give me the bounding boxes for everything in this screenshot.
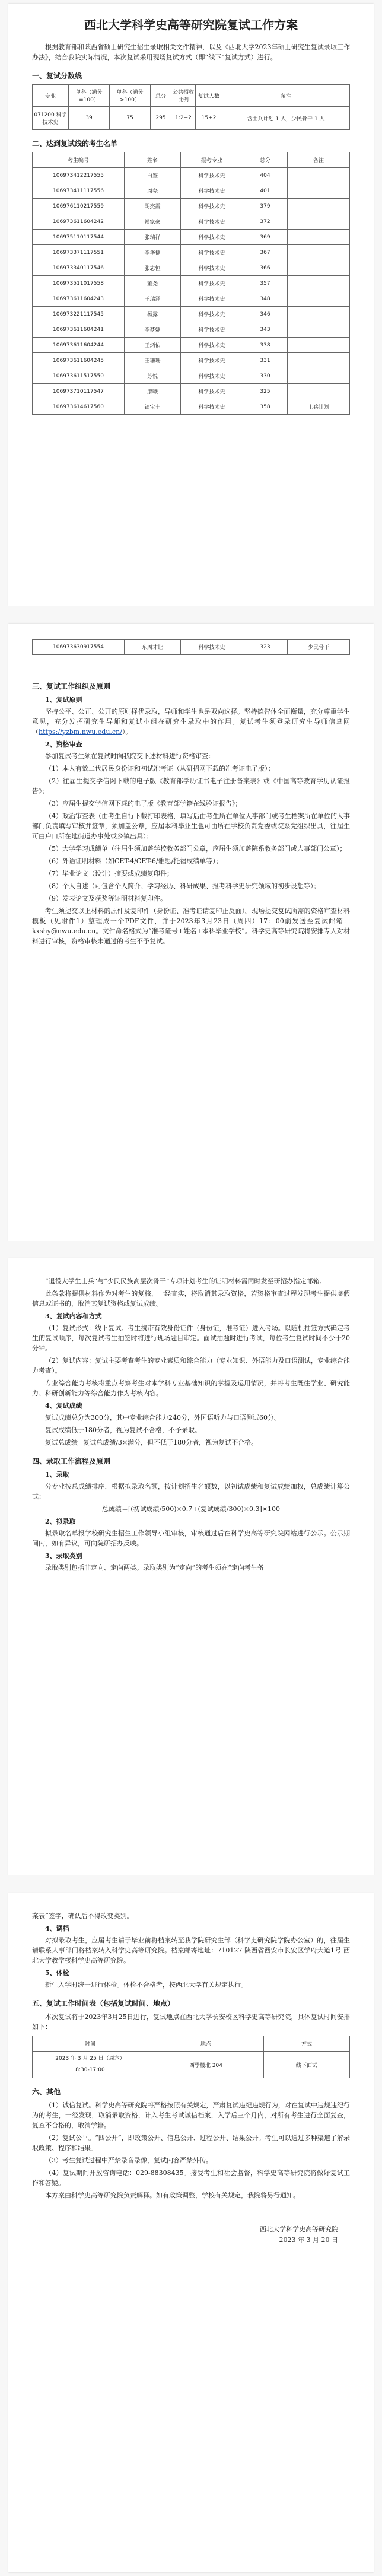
table-cell: 科学技术史 [181,368,243,384]
table-cell: 106975110117544 [33,230,125,245]
table-cell: 39 [69,107,110,130]
table-row [33,214,350,230]
table-cell: 106973371117551 [33,245,125,260]
table-header: 专业 [33,85,69,107]
table-cell: 2023 年 3 月 25 日（周六） 8:30-17:00 [33,2052,148,2078]
table-cell: 106973511017558 [33,276,125,291]
table-cell: 106973710117547 [33,384,125,399]
table-cell: 75 [110,107,151,130]
table-cell [288,245,350,260]
cutoff-table [32,84,350,130]
table-row [33,291,350,307]
table-cell: 366 [243,260,288,276]
material-list [32,764,350,904]
candidate-table [32,152,350,415]
score-formula: 总成绩＝[(初试成绩/500)×0.7+(复试成绩/300)×0.3]×100 [101,1505,280,1513]
paragraph: 拟录取名单报学校研究生招生工作领导小组审核，审核通过后在科学史高等研究院网站进行公示。公示期间内，如有异议，可向院研招办反映。 [32,1529,350,1547]
table-cell [288,322,350,338]
table-cell: 071200 科学技术史 [33,107,69,130]
table-cell: 106973221117545 [33,307,125,322]
table-cell: 科学技术史 [181,322,243,338]
page-2 [8,624,374,1241]
paragraph: （1）复试形式：线下复试。考生携带有效身份证件（身份证，准考证）进入考场。以随机抽签方式确定考生的复试顺序，每次复试考生抽签时将进行现场题目审定。面试抽题时进行考试，每位考生复试时间不少于20分钟。 [32,1324,350,1352]
paragraph: 专业综合能力考核将重点考察考生对本学科专业基础知识的掌握及运用情况，并将考生既往学业、研究能力、科研创新能力等综合能力作为考核内容。 [32,1379,350,1397]
section-3-title: 三、复试工作组织及原则 [32,682,111,691]
table-cell: 348 [243,291,288,307]
table-header: 总分 [151,85,171,107]
table-cell: 323 [243,640,288,655]
section-6-title: 六、其他 [32,2088,61,2096]
table-header: 总分 [243,152,288,168]
table-row [33,183,350,199]
schedule-table [32,2036,350,2078]
paragraph: 坚持公平、公正、公开的原则择优录取，导师和学生也是双向选择。坚持德智体全面衡量，充分尊重学生意见，充分发挥研究生导师和复试小组在研究生录取中的作用。复试考生须登录研究生导师信息网（https://yzbm.nwu.edu.cn/）。 [32,708,350,736]
table-row [33,199,350,214]
table-cell: 王炳佑 [125,338,181,353]
table-header: 姓名 [125,152,181,168]
table-row [33,338,350,353]
paragraph: （4）复试期间开放咨询电话：029-88308435。接受考生和社会监督，科学史高等研究院将做好复试工作和答疑。 [32,2169,350,2187]
table-cell [288,199,350,214]
table-cell [288,168,350,183]
subheading: 3、录取类别 [45,1552,82,1560]
table-cell: 343 [243,322,288,338]
table-row [33,260,350,276]
table-cell [288,338,350,353]
table-cell: 张瑞祥 [125,230,181,245]
section-1-title: 一、复试分数线 [32,72,82,80]
table-cell: 331 [243,353,288,368]
paragraph: （2）复试内容：复试主要考查考生的专业素质和综合能力（专业知识、外语能力及口语测试，专业综合能力考查）。 [32,1357,350,1375]
table-header: 公共招收比例 [171,85,196,107]
table-header: 备注 [222,85,350,107]
table-cell: 科学技术史 [181,199,243,214]
table-cell: 106973611604242 [33,214,125,230]
table-cell: 367 [243,245,288,260]
table-row [33,245,350,260]
table-cell: 325 [243,384,288,399]
subheading: 3、复试内容和方式 [45,1312,102,1320]
table-cell: 369 [243,230,288,245]
table-cell: 西學楼北 204 [148,2052,264,2078]
table-cell: 杨露 [125,307,181,322]
table-cell [288,214,350,230]
table-cell: 106973611604243 [33,291,125,307]
table-cell [288,384,350,399]
table-cell [288,368,350,384]
table-cell: 科学技术史 [181,214,243,230]
table-cell: 科学技术史 [181,640,243,655]
table-cell: 科学技术史 [181,399,243,415]
table-row [33,399,350,415]
table-cell: 康曦 [125,384,181,399]
list-item: （2）往届生提交学信网下载的电子版《教育部学历证书电子注册备案表》或《中国高等教育学历认证报告》； [32,777,350,795]
table-cell: 郑家豪 [125,214,181,230]
table-cell: 106973611604244 [33,338,125,353]
table-cell: 106973411117556 [33,183,125,199]
paragraph: “退役大学生士兵”与“少民民族高层次骨干”专项计划考生的证明材料需同时发至研招办指定邮箱。 [45,1277,326,1285]
list-item: （7）毕业论文（设计）摘要或成绩复印件； [45,870,173,877]
paragraph: 本次复试将于2023年3月25日进行，复试地点在西北大学长安校区科学史高等研究院，具体复试时间安排如下： [32,2013,350,2031]
table-cell: 404 [243,168,288,183]
table-cell: 张志恒 [125,260,181,276]
table-cell: 106973340117546 [33,260,125,276]
paragraph: 本方案由科学史高等研究院负责解释。如有政策调整，学校有关规定，我院将另行通知。 [45,2192,300,2199]
table-cell [288,291,350,307]
table-cell: 王瑞泽 [125,291,181,307]
page-1 [8,4,374,606]
table-cell: 东周才让 [125,640,181,655]
table-cell: 王珊珊 [125,353,181,368]
list-item: （8）个人自述（可包含个人简介、学习经历、科研成果、报考科学史研究领域的初步设想等）； [45,882,320,890]
table-header: 地点 [148,2036,264,2052]
email-link[interactable]: kxshy@nwu.edu.cn [32,927,96,935]
paragraph: 对拟录取考生，应届考生请于毕业前将档案转至我学院研究生部（科学史研究院学院办公室）的，往届生请联系人事部门将档案转入科学史高等研究院。档案邮寄地址：710127 陕西省西安市长安区学府大道1号 西北大学教学楼科学史高等研究院。 [32,1936,350,1964]
table-header: 单科（满分>100） [110,85,151,107]
table-cell [288,230,350,245]
table-header: 时间 [33,2036,148,2052]
table-cell: 苏悦 [125,368,181,384]
paragraph: 案表”签字，确认后不得改变类别。 [32,1912,133,1920]
table-row [33,168,350,183]
subheading: 4、调档 [45,1925,69,1932]
table-cell [288,183,350,199]
table-header: 复试人数 [196,85,222,107]
table-cell: 330 [243,368,288,384]
table-header: 方式 [264,2036,350,2052]
paragraph: 新生入学时统一进行体检。体检不合格者，按西北大学有关规定执行。 [45,1981,247,1989]
table-cell [288,260,350,276]
table-cell: 科学技术史 [181,183,243,199]
table-row [33,368,350,384]
paragraph: （2）复试公平。“四公开”，即政策公开、信息公开、过程公开、结果公开。考生可以通过多种渠道了解录取政策、程序和结果。 [32,2134,350,2152]
paragraph: 录取类别包括非定向、定向两类。录取类别为“定向”的考生须在“定向考生备 [45,1564,264,1572]
table-cell: 科学技术史 [181,230,243,245]
table-cell: 胡杰霞 [125,199,181,214]
table-row [33,384,350,399]
table-cell: 科学技术史 [181,276,243,291]
table-header: 单科（满分=100） [69,85,110,107]
paragraph: 分专业按总成绩排序，根据拟录取名额，按计划招生名额数，以初试成绩和复试成绩加权，总成绩计算公式： [32,1483,350,1500]
website-link[interactable]: https://yzbm.nwu.edu.cn/ [39,728,122,736]
table-cell [288,307,350,322]
signature-organization: 西北大学科学史高等研究院 [260,2225,338,2233]
subheading: 2、资格审查 [45,740,82,748]
subheading: 2、拟录取 [45,1518,76,1525]
table-cell: 372 [243,214,288,230]
subheading: 1、复试原则 [45,696,82,704]
table-row [33,307,350,322]
paragraph: 参加复试考生须在复试时向我院交下述材料进行资格审查： [45,752,215,760]
intro-paragraph: 根据教育部和陕西省硕士研究生招生录取相关文件精神，以及《西北大学2023年硕士研究生复试录取工作办法》，结合我院实际情况，本次复试采用现场复试方式（即“线下”复试方式）进行。 [32,43,350,61]
table-row [33,230,350,245]
table-cell: 科学技术史 [181,384,243,399]
table-cell: 白鉴 [125,168,181,183]
table-cell: 295 [151,107,171,130]
paragraph: 复试成绩低于180分者，视为复试不合格，不予录取。 [45,1426,201,1434]
table-cell: 科学技术史 [181,245,243,260]
table-cell: 106973412217555 [33,168,125,183]
subheading: 4、复试成绩 [45,1402,82,1410]
table-header: 考生编号 [33,152,125,168]
table-cell: 科学技术史 [181,338,243,353]
candidate-table-continued [32,639,350,655]
section-4-title: 四、录取工作流程及原则 [32,1457,111,1465]
paragraph: 此条款将提供材料作为对考生的复核，一经查实，将取消其录取资格，若资格审查过程发现考生提供虚假信息或证书的，取消其复试资格或复试成绩。 [32,1290,350,1308]
table-cell: 358 [243,399,288,415]
table-cell: 106973611604241 [33,322,125,338]
table-cell [288,353,350,368]
table-cell: 1:2+2 [171,107,196,130]
paragraph: （1）诚信复试。科学史高等研究院将严格按照有关规定，严肃复试违纪违规行为，对在复试中违规违纪行为的考生，一经发现，取消录取资格，计入考生考试诚信档案，入学后三个月内，对所有考生进行全面复查，复查不合格的，取消学籍。 [32,2101,350,2129]
table-cell: 106973630917554 [33,640,125,655]
table-cell: 董尧 [125,276,181,291]
table-cell: 少民骨干 [288,640,350,655]
list-item: （1）本人有效二代居民身份证和初试准考证（从研招网下载的准考证电子版）； [45,765,275,772]
list-item: （4）政治审查表（由考生自行下载打印表格，填写后由考生所在单位人事部门或考生档案所在单位的人事部门负责填写审核并签章，须加盖公章，应届本科毕业生也可由所在学校负责党委或院系党组织出具，往届生可由户口所在地街道办事处或乡镇出具）； [32,812,350,840]
section-2-title: 二、达到复试线的考生名单 [32,139,118,148]
subheading: 1、录取 [45,1471,69,1478]
page-3 [8,1258,374,1875]
paragraph: 考生须提交以上材料的原件及复印件（身份证、准考证请复印正反面）。现场提交复试所需的资格审查材料模板（见附件1）整理成一个PDF文件，并于2023年3月23日（周四）17：00前发送至复试邮箱：kxshy@nwu.edu.cn。文件命名格式为“准考证号+姓名+本科毕业学校”。科学史高等研究院将安排专人对材料进行审核，资格审核未通过的考生不予复试。 [32,907,350,945]
table-row [33,322,350,338]
table-header: 报考专业 [181,152,243,168]
table-cell: 周尧 [125,183,181,199]
subheading: 5、体检 [45,1969,69,1977]
table-cell: 15+2 [196,107,222,130]
table-cell: 铂宝丰 [125,399,181,415]
table-cell: 科学技术史 [181,168,243,183]
table-row [33,276,350,291]
table-cell: 科学技术史 [181,307,243,322]
paragraph: （3）考生复试过程中严禁录音录像，复试内容严禁外传。 [45,2157,212,2164]
table-cell: 106973614617560 [33,399,125,415]
table-cell: 科学技术史 [181,353,243,368]
table-cell: 含士兵计划 1 人，少民骨干 1 人 [222,107,350,130]
table-cell: 李梦婕 [125,322,181,338]
list-item: （5）大学学习成绩单（往届生须加盖学校教务部门公章，应届生须加盖院系教务部门或人事部门公章）； [45,845,346,853]
table-cell: 106976110217559 [33,199,125,214]
table-cell: 李华捷 [125,245,181,260]
table-cell: 401 [243,183,288,199]
table-cell: 106973611604245 [33,353,125,368]
table-cell: 科学技术史 [181,291,243,307]
table-cell: 106973611517550 [33,368,125,384]
table-cell: 线下面试 [264,2052,350,2078]
list-item: （3）应届生提交学信网下载的电子版《教育部学籍在线验证报告》； [45,800,242,807]
table-cell: 科学技术史 [181,260,243,276]
table-cell: 338 [243,338,288,353]
table-cell: 士兵计划 [288,399,350,415]
table-cell [288,276,350,291]
table-row [33,353,350,368]
table-cell: 379 [243,199,288,214]
page-4 [8,1893,374,2572]
document-title: 西北大学科学史高等研究院复试工作方案 [84,18,298,32]
table-cell: 357 [243,276,288,291]
list-item: （9）发表论文及获奖等证明材料复印件。 [45,895,167,902]
table-header: 备注 [288,152,350,168]
paragraph: 复试总成绩=复试总成绩/3×满分，但不低于180分者，视为复试不合格。 [45,1439,258,1446]
list-item: （6）外语证明材料（如CET-4/CET-6/雅思/托福成绩单等）； [45,857,222,865]
signature-date: 2023 年 3 月 20 日 [279,2236,338,2244]
paragraph: 复试成绩总分为300分，其中专业综合能力240分，外国语听力与口语测试60分。 [45,1414,281,1421]
section-5-title: 五、复试工作时间表（包括复试时间、地点） [32,1999,175,2008]
table-cell: 346 [243,307,288,322]
